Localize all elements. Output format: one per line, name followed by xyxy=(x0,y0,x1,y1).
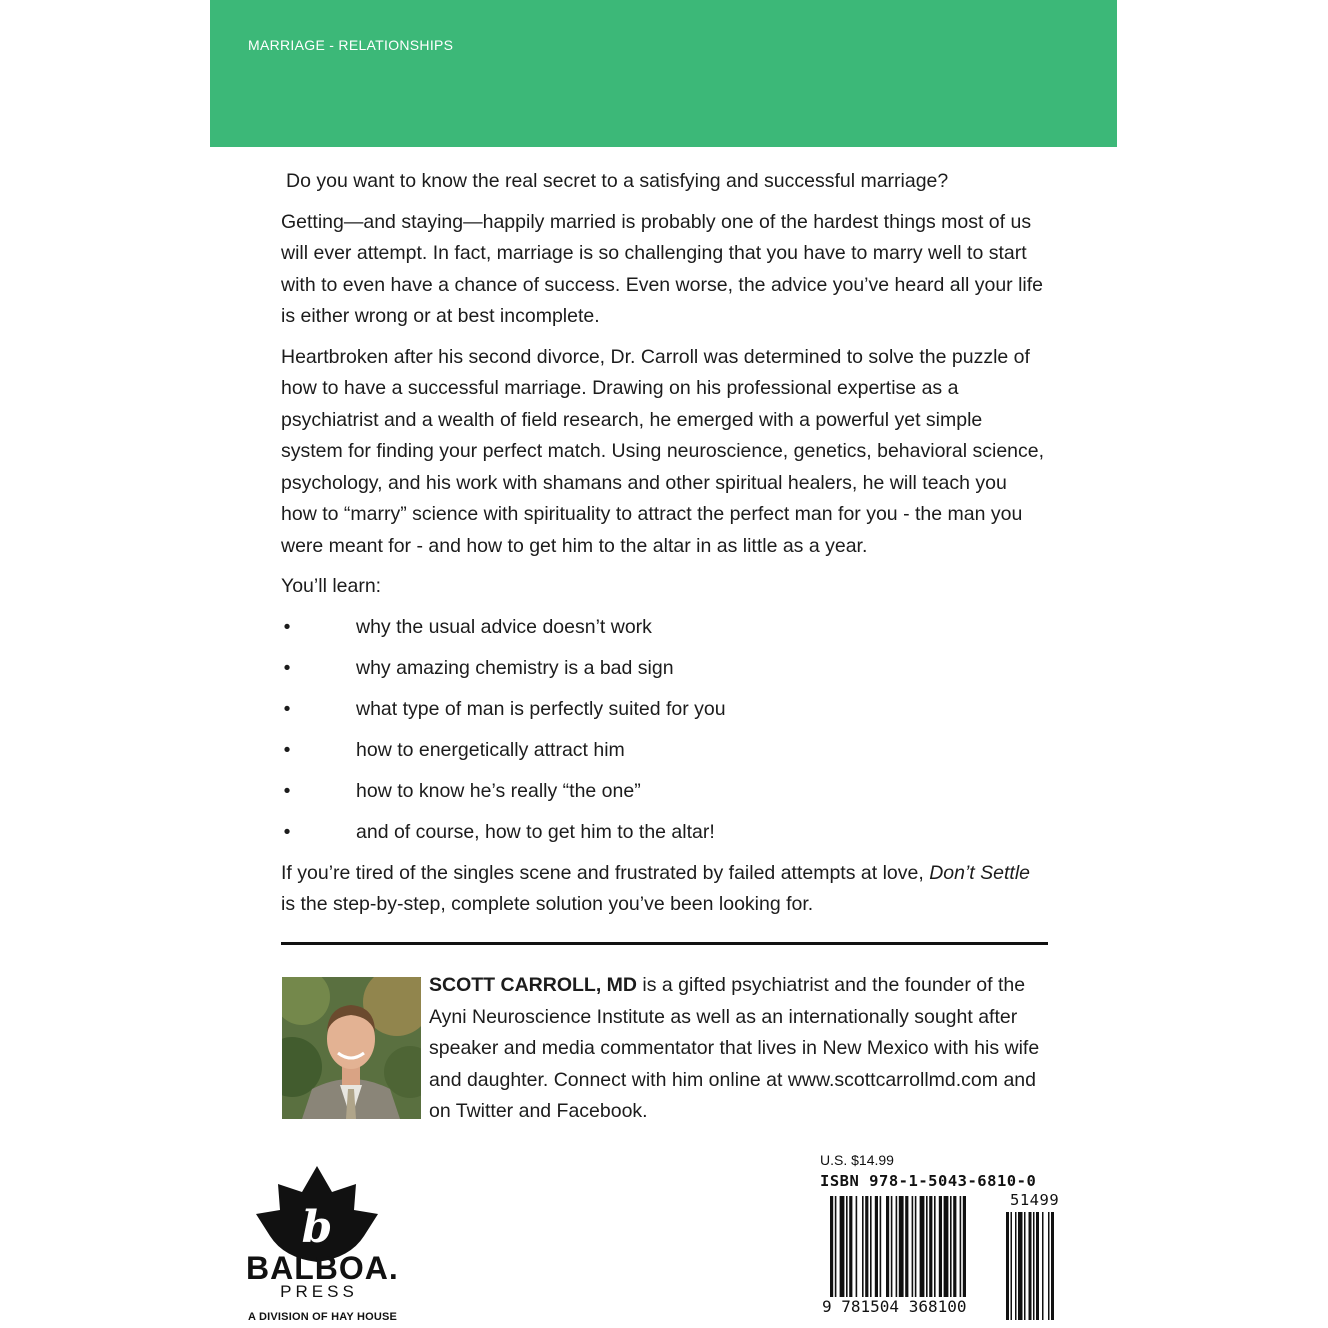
barcode-addon-digits: 51499 xyxy=(1010,1191,1060,1209)
author-photo xyxy=(282,977,421,1119)
bullet-icon: • xyxy=(283,820,291,843)
closing-text-start: If you’re tired of the singles scene and frustrated by failed attempts at love, xyxy=(281,861,930,884)
barcode-addon-bar xyxy=(1011,1212,1013,1320)
barcode-addon-bar xyxy=(1033,1212,1035,1320)
learn-list xyxy=(281,612,1048,849)
publisher-imprint: PRESS xyxy=(280,1282,358,1301)
publisher-name: BALBOA. xyxy=(246,1250,399,1286)
isbn-label: ISBN 978-1-5043-6810-0 xyxy=(820,1172,1037,1190)
balboa-press-lotus-icon xyxy=(246,1162,388,1328)
bullet-icon: • xyxy=(283,738,291,761)
closing-text-end: is the step-by-step, complete solution you’ve been looking for. xyxy=(281,893,814,915)
section-divider xyxy=(281,942,1048,945)
blurb-paragraph-2: Heartbroken after his second divorce, Dr. Carroll was determined to solve the puzzle of how to have a successful marriage. Drawing on his professional expertise as a psychiatrist and a wealth of field research, he emerged with a powerful yet simple system for finding your perfect match. Using neuroscience, genetics, behavioral science, psychology, and his work with shamans and other spiritual healers, he will teach you how to “marry” science with spirituality to attract the perfect man for you - the man you were meant for - and how to get him to the altar in as little as a year. xyxy=(281,345,1045,557)
blurb-hook: Do you want to know the real secret to a satisfying and successful marriage? xyxy=(286,170,949,192)
barcode-digits: 9 781504 368100 xyxy=(822,1297,967,1316)
list-item xyxy=(281,776,1048,808)
bullet-icon: • xyxy=(283,779,291,802)
author-bio xyxy=(429,970,1049,1128)
author-bio-text: is a gifted psychiatrist and the founder of the Ayni Neuroscience Institute as well as an internationally sought after speaker and media commentator that lives in New Mexico with his wife and daughter. Connect with him online at www.scottcarrollmd.com and on Twitter and Facebook. xyxy=(429,974,1040,1122)
author-portrait-image xyxy=(282,977,421,1119)
barcode-addon-bar xyxy=(1024,1212,1026,1320)
list-item xyxy=(281,612,1048,644)
category-banner xyxy=(210,0,1117,147)
category-label: MARRIAGE - RELATIONSHIPS xyxy=(248,37,454,53)
list-item xyxy=(281,653,1048,685)
publisher-division: A DIVISION OF HAY HOUSE xyxy=(248,1311,398,1323)
barcode-addon-bar xyxy=(1036,1212,1039,1320)
book-back-cover xyxy=(210,0,1117,1328)
blurb-paragraph-1: Getting—and staying—happily married is probably one of the hardest things most of us will ever attempt. In fact, marriage is so challenging that you have to marry well to start with to even have a chance of success. Even worse, the advice you’ve heard all your life is either wrong or at best incomplete. xyxy=(281,210,1044,327)
list-item xyxy=(281,735,1048,767)
list-item-text: what type of man is perfectly suited for you xyxy=(356,697,726,720)
barcode-addon-bar xyxy=(1015,1212,1017,1320)
list-item-text: why amazing chemistry is a bad sign xyxy=(356,656,674,679)
price-label: U.S. $14.99 xyxy=(820,1152,894,1168)
learn-intro: You’ll learn: xyxy=(281,575,382,597)
book-title: Don’t Settle xyxy=(929,861,1030,884)
list-item-text: and of course, how to get him to the altar! xyxy=(356,820,715,843)
barcode-addon-bar xyxy=(1006,1212,1009,1320)
bullet-icon: • xyxy=(283,697,291,720)
blurb xyxy=(281,166,1048,930)
barcode-addon-bar xyxy=(1042,1212,1044,1320)
list-item-text: why the usual advice doesn’t work xyxy=(356,615,652,638)
barcode-addon-bar xyxy=(1051,1212,1054,1320)
bullet-icon: • xyxy=(283,656,291,679)
bullet-icon: • xyxy=(283,615,291,638)
author-name: SCOTT CARROLL, MD xyxy=(429,974,637,996)
list-item xyxy=(281,817,1048,849)
logo-letter: b xyxy=(301,1202,333,1253)
barcode-addon-bar xyxy=(1048,1212,1050,1320)
list-item-text: how to know he’s really “the one” xyxy=(356,779,641,802)
barcode-addon-bar xyxy=(1029,1212,1032,1320)
closing-paragraph xyxy=(281,858,1048,921)
list-item xyxy=(281,694,1048,726)
list-item-text: how to energetically attract him xyxy=(356,738,625,761)
barcode-addon-bar xyxy=(1018,1212,1023,1320)
